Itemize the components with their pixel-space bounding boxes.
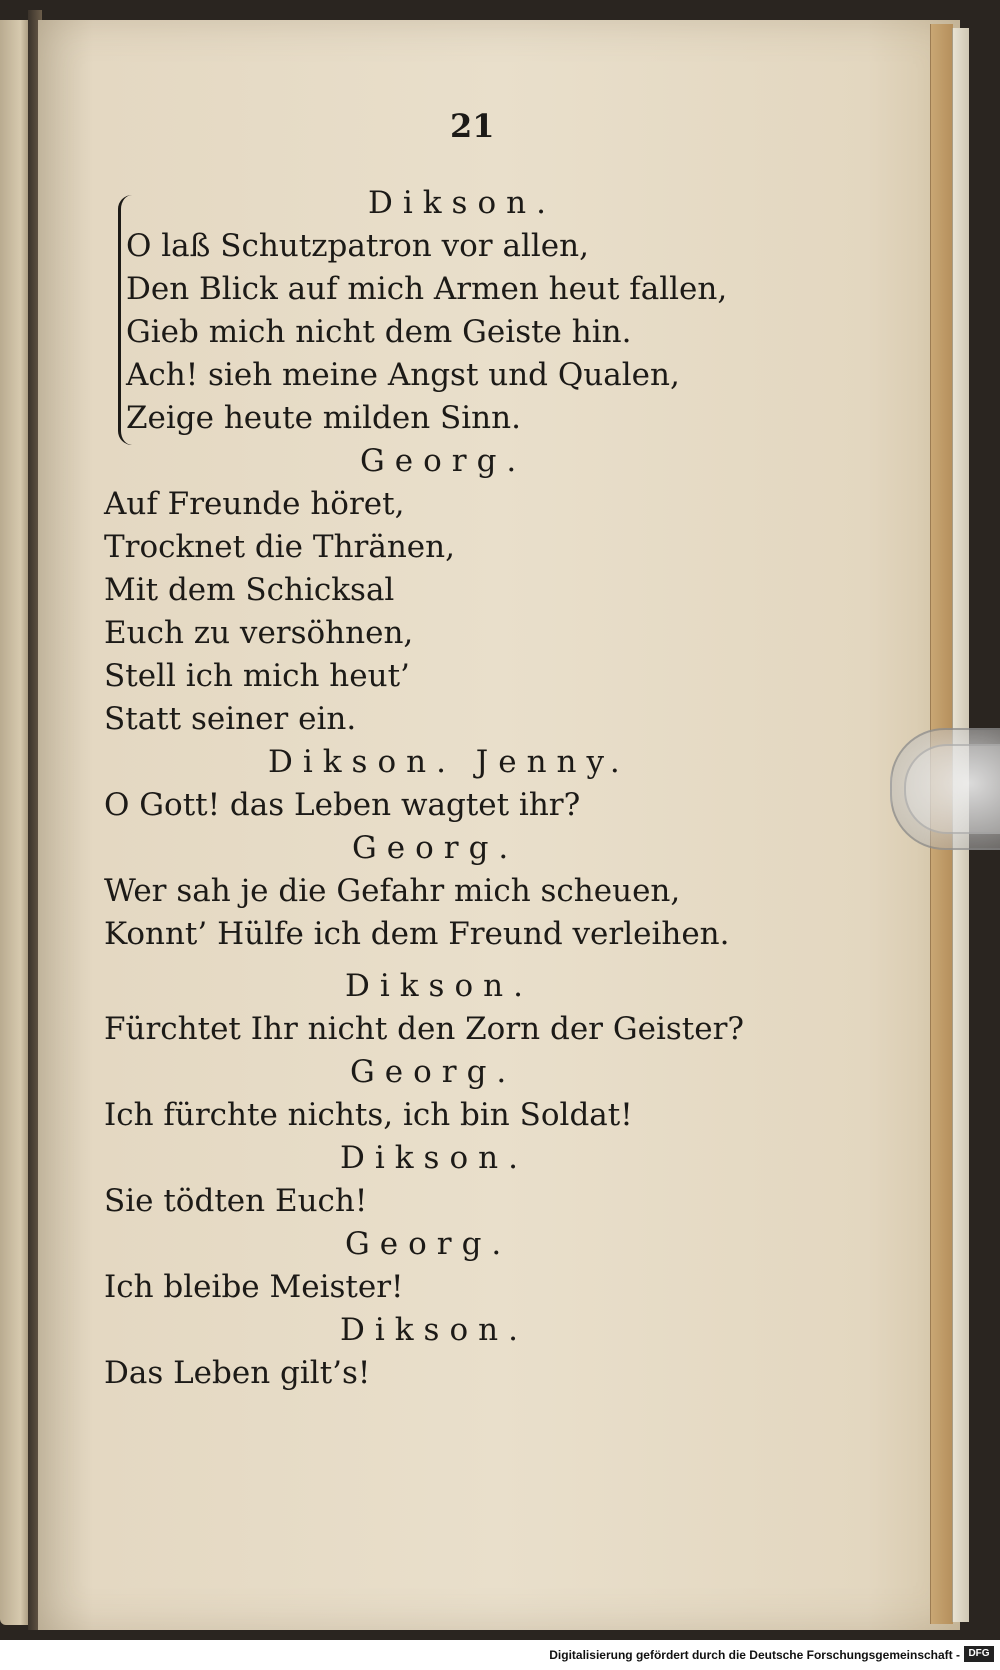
speaker-name: Dikson. bbox=[340, 1312, 528, 1348]
verse-line: Das Leben gilt’s! bbox=[104, 1355, 371, 1391]
page-clip-inner bbox=[904, 744, 1000, 834]
verse-line: O laß Schutzpatron vor allen, bbox=[126, 228, 589, 264]
speaker-name: Georg. bbox=[350, 1054, 517, 1090]
verse-line: Ich bleibe Meister! bbox=[104, 1269, 404, 1305]
verse-line: Statt seiner ein. bbox=[104, 701, 357, 737]
verse-line: Auf Freunde höret, bbox=[104, 486, 405, 522]
page-number: 21 bbox=[450, 107, 495, 145]
verse-line: Ach! sieh meine Angst und Qualen, bbox=[126, 357, 680, 393]
dfg-logo: DFG bbox=[964, 1646, 994, 1662]
speaker-name: Dikson. bbox=[340, 1140, 528, 1176]
verse-line: Ich fürchte nichts, ich bin Soldat! bbox=[104, 1097, 633, 1133]
verse-line: Stell ich mich heut’ bbox=[104, 658, 410, 694]
verse-line: Mit dem Schicksal bbox=[104, 572, 395, 608]
verse-line: Euch zu versöhnen, bbox=[104, 615, 414, 651]
verse-line: Trocknet die Thränen, bbox=[104, 529, 455, 565]
verse-line: Den Blick auf mich Armen heut fallen, bbox=[126, 271, 728, 307]
speaker-name: Dikson. bbox=[345, 968, 533, 1004]
speaker-name: Georg. bbox=[345, 1226, 512, 1262]
speaker-name: Dikson. Jenny. bbox=[268, 744, 630, 780]
footer-credit: Digitalisierung gefördert durch die Deutsche Forschungsgemeinschaft - bbox=[549, 1648, 960, 1662]
verse-line: Wer sah je die Gefahr mich scheuen, bbox=[104, 873, 681, 909]
speaker-name: Georg. bbox=[360, 443, 527, 479]
verse-line: Sie tödten Euch! bbox=[104, 1183, 368, 1219]
speaker-name: Georg. bbox=[352, 830, 519, 866]
verse-line: O Gott! das Leben wagtet ihr? bbox=[104, 787, 581, 823]
speaker-name: Dikson. bbox=[368, 185, 556, 221]
verse-line: Konnt’ Hülfe ich dem Freund verleihen. bbox=[104, 916, 730, 952]
verse-line: Zeige heute milden Sinn. bbox=[126, 400, 521, 436]
verse-line: Gieb mich nicht dem Geiste hin. bbox=[126, 314, 632, 350]
verse-line: Fürchtet Ihr nicht den Zorn der Geister? bbox=[104, 1011, 745, 1047]
